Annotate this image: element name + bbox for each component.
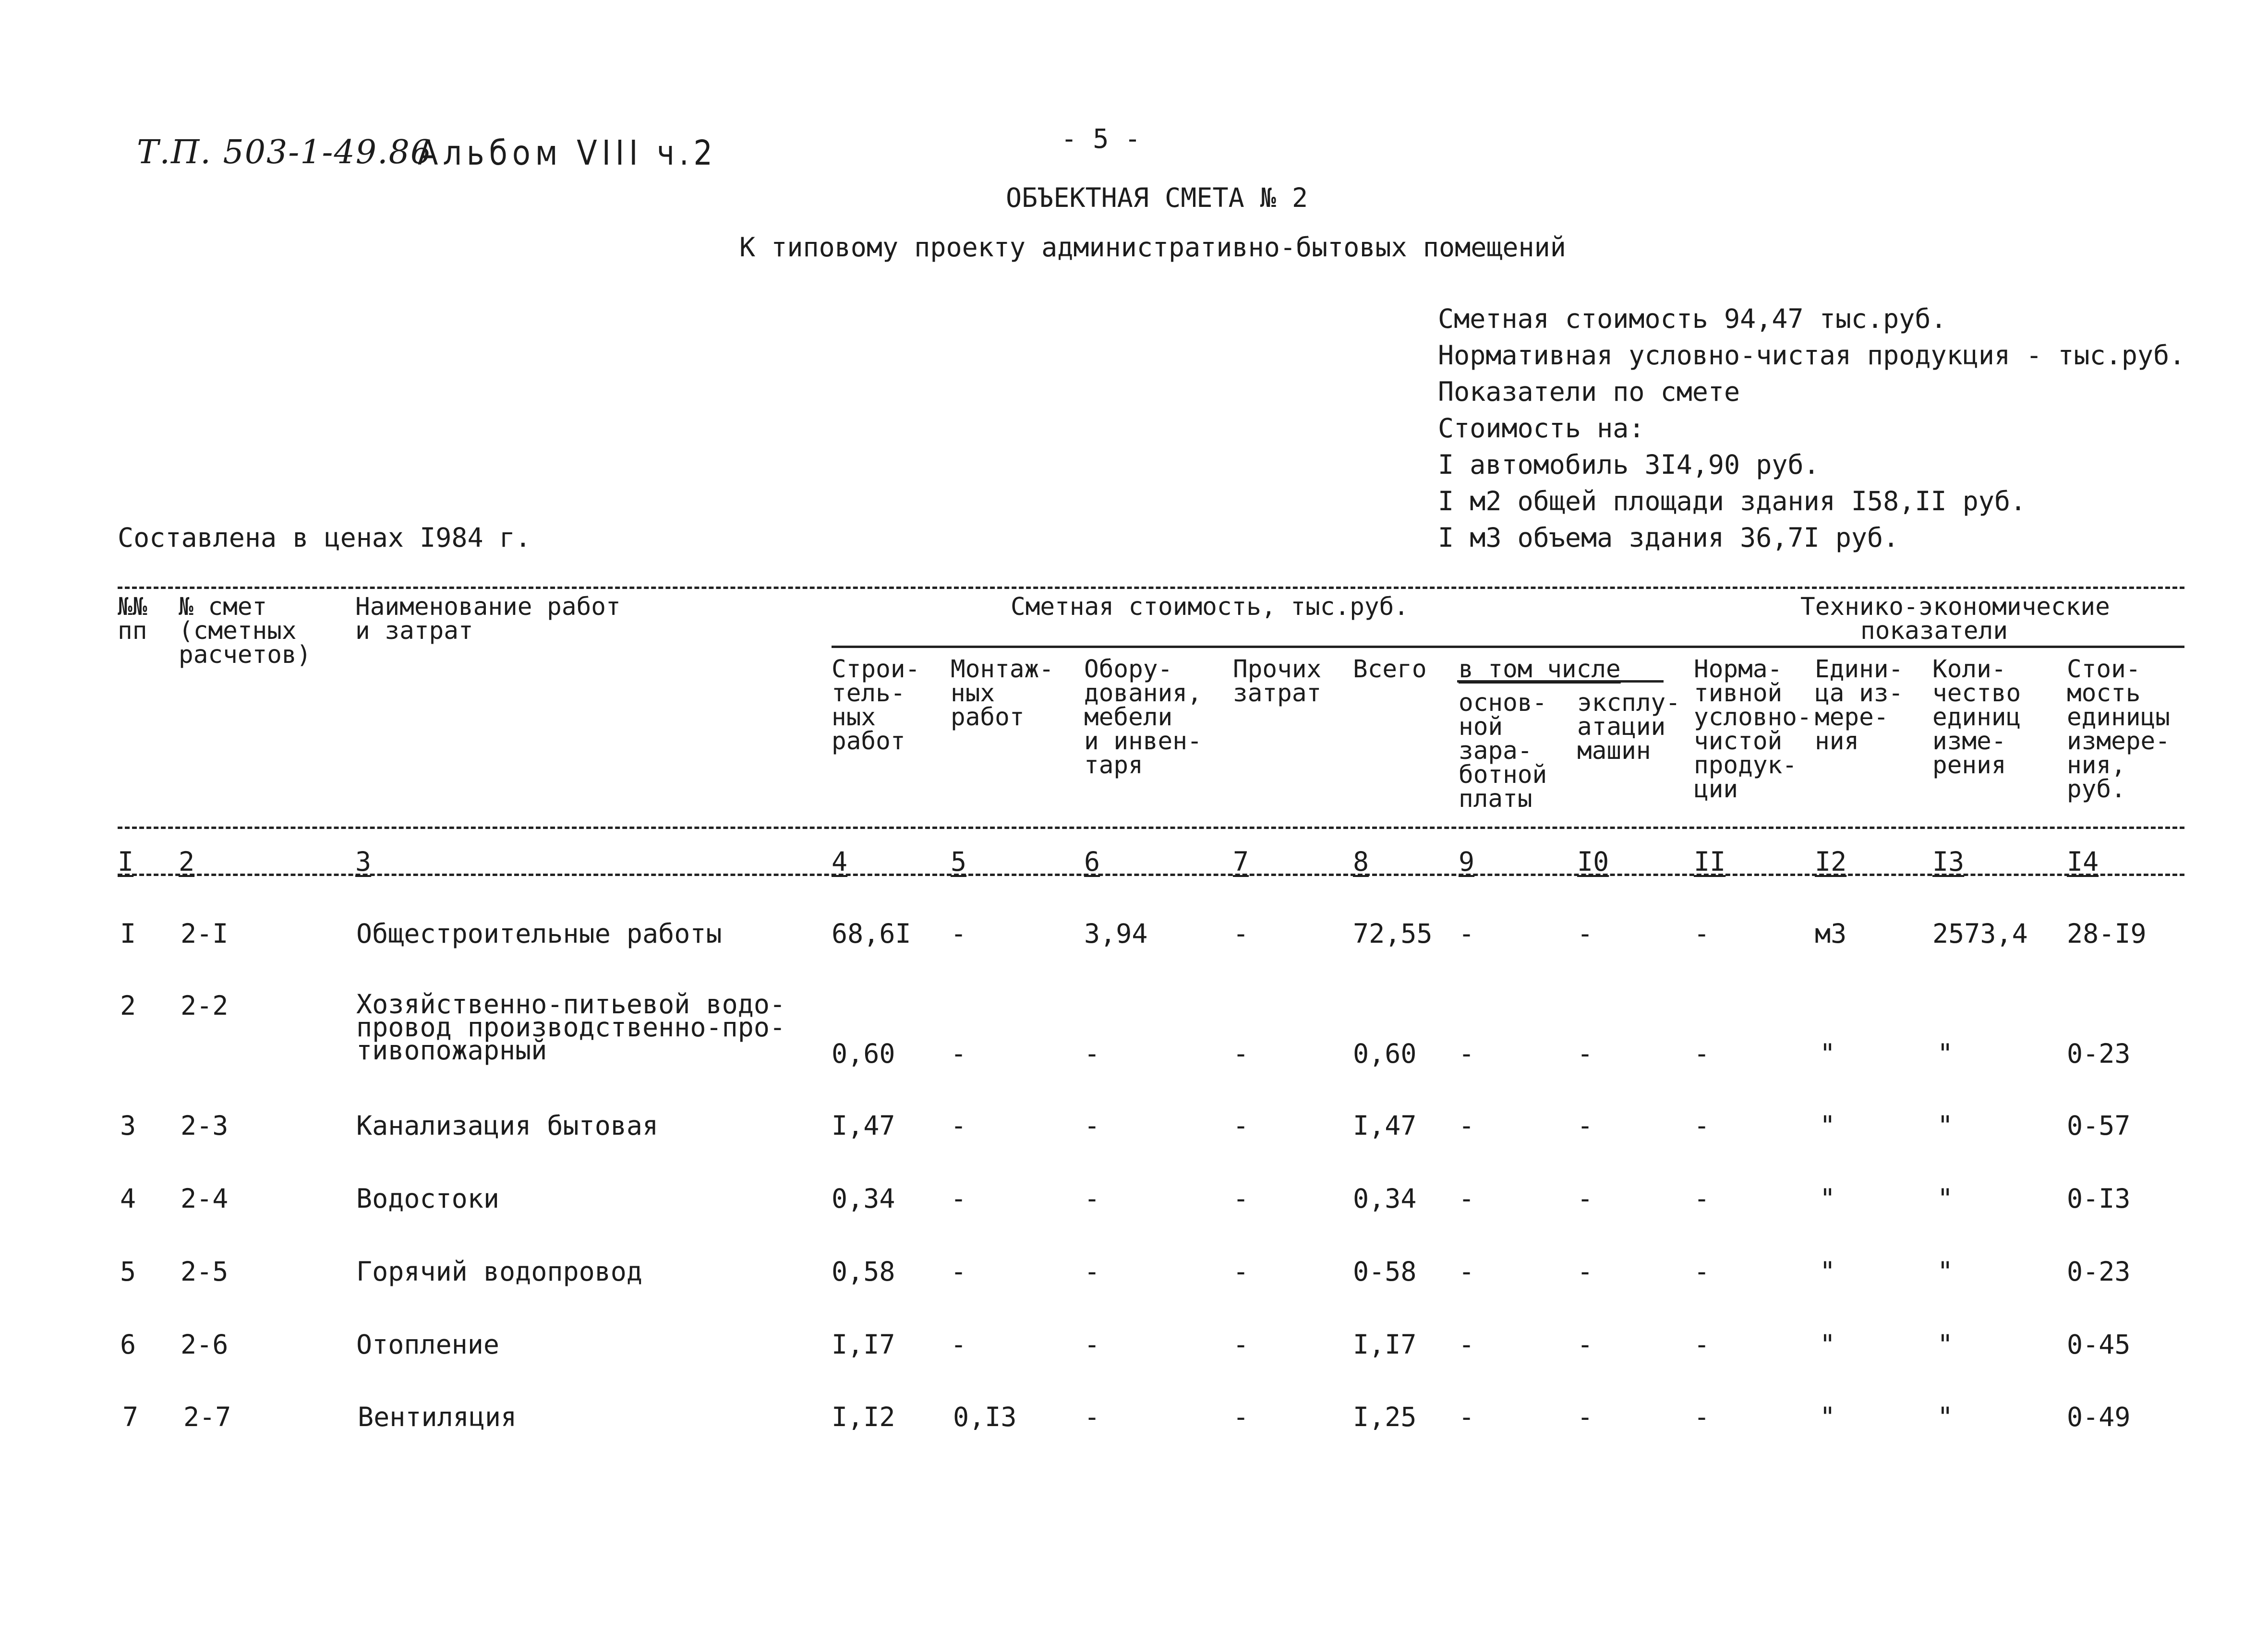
col-header-other: Прочих затрат <box>1233 655 1322 708</box>
row-quantity: 2573,4 <box>1932 918 2028 949</box>
row-quantity: " <box>1937 1183 1954 1214</box>
summary-cost: Сметная стоимость 94,47 тыс.руб. <box>1438 303 1947 334</box>
row-total: 72,55 <box>1353 918 1433 949</box>
row-construction: 0,60 <box>832 1038 895 1069</box>
group-header-cost: Сметная стоимость, тыс.руб. <box>1011 593 1409 621</box>
column-number: 6 <box>1084 846 1100 877</box>
row-equipment: - <box>1084 1329 1100 1360</box>
row-wages: - <box>1459 1183 1475 1214</box>
row-machines: - <box>1577 1038 1593 1069</box>
row-installation: - <box>951 1110 967 1141</box>
column-number: 3 <box>355 846 372 877</box>
row-estimate-code: 2-4 <box>181 1183 229 1214</box>
row-machines: - <box>1577 1183 1593 1214</box>
row-unit-cost: 0-I3 <box>2067 1183 2131 1214</box>
row-machines: - <box>1577 1402 1593 1432</box>
col-header-estimate: № смет (сметных расчетов) <box>179 593 312 669</box>
row-installation: - <box>951 918 967 949</box>
group-header-tech: Технико-экономические <box>1800 593 2110 621</box>
row-work-name: Водостоки <box>356 1183 500 1214</box>
row-number: 3 <box>120 1110 136 1141</box>
row-work-name: Вентиляция <box>358 1402 517 1432</box>
row-normative: - <box>1694 1110 1710 1141</box>
row-installation: 0,I3 <box>953 1402 1017 1432</box>
row-normative: - <box>1694 1402 1710 1432</box>
row-number: 2 <box>120 990 136 1021</box>
row-work-name: Канализация бытовая <box>356 1110 659 1141</box>
column-number: I3 <box>1932 846 1965 877</box>
row-equipment: - <box>1084 1183 1100 1214</box>
row-work-name: Горячий водопровод <box>356 1256 643 1287</box>
row-wages: - <box>1459 1038 1475 1069</box>
document-subtitle: К типовому проекту административно-бытовых помещений <box>739 232 1566 263</box>
row-other: - <box>1233 1110 1249 1141</box>
row-estimate-code: 2-5 <box>181 1256 229 1287</box>
table-top-rule <box>118 587 2184 589</box>
row-normative: - <box>1694 1256 1710 1287</box>
row-equipment: 3,94 <box>1084 918 1148 949</box>
row-normative: - <box>1694 1329 1710 1360</box>
row-equipment: - <box>1084 1038 1100 1069</box>
row-total: I,I7 <box>1353 1329 1417 1360</box>
row-quantity: " <box>1937 1329 1954 1360</box>
page-number: - 5 - <box>1061 123 1141 154</box>
row-unit: " <box>1820 1110 1836 1141</box>
col-header-equipment: Обору- дования, мебели и инвен- таря <box>1084 655 1202 780</box>
row-number: I <box>120 918 136 949</box>
row-unit: " <box>1820 1329 1836 1360</box>
summary-per-m3: I м3 объема здания 36,7I руб. <box>1438 522 1899 553</box>
col-header-construction: Строи- тель- ных работ <box>832 655 920 756</box>
row-installation: - <box>951 1038 967 1069</box>
group-header-tech-2: показатели <box>1860 617 2008 645</box>
row-number: 7 <box>122 1402 139 1432</box>
row-quantity: " <box>1937 1256 1954 1287</box>
row-work-name: Общестроительные работы <box>356 918 722 949</box>
row-normative: - <box>1694 1038 1710 1069</box>
row-unit: " <box>1820 1183 1836 1214</box>
row-other: - <box>1233 1183 1249 1214</box>
prices-note: Составлена в ценах I984 г. <box>118 522 531 553</box>
row-machines: - <box>1577 1329 1593 1360</box>
row-unit: " <box>1820 1256 1836 1287</box>
row-equipment: - <box>1084 1110 1100 1141</box>
header-bottom-rule <box>118 827 2184 829</box>
column-number: I4 <box>2067 846 2099 877</box>
col-header-machines: эксплу- атации машин <box>1577 689 1680 765</box>
column-number: 4 <box>832 846 848 877</box>
group-rule <box>832 646 2184 648</box>
row-wages: - <box>1459 1329 1475 1360</box>
row-machines: - <box>1577 918 1593 949</box>
summary-per-car: I автомобиль 3I4,90 руб. <box>1438 449 1820 480</box>
row-unit: " <box>1820 1402 1836 1432</box>
row-wages: - <box>1459 1256 1475 1287</box>
album-reference: Т.П. 503-1-49.86 <box>137 133 433 171</box>
row-work-name: Хозяйственно-питьевой водо- провод производственно-про- тивопожарный <box>356 989 786 1066</box>
row-wages: - <box>1459 1402 1475 1432</box>
row-construction: 0,58 <box>832 1256 895 1287</box>
row-estimate-code: 2-2 <box>181 990 229 1021</box>
row-machines: - <box>1577 1110 1593 1141</box>
summary-per-m2: I м2 общей площади здания I58,II руб. <box>1438 486 2027 516</box>
row-installation: - <box>951 1183 967 1214</box>
row-other: - <box>1233 1329 1249 1360</box>
row-construction: I,I7 <box>832 1329 895 1360</box>
row-estimate-code: 2-6 <box>181 1329 229 1360</box>
row-installation: - <box>951 1329 967 1360</box>
col-header-installation: Монтаж- ных работ <box>951 655 1054 732</box>
row-unit-cost: 0-23 <box>2067 1256 2131 1287</box>
col-header-total: Всего <box>1353 655 1427 684</box>
row-estimate-code: 2-I <box>181 918 229 949</box>
column-number: 2 <box>179 846 195 877</box>
row-total: 0-58 <box>1353 1256 1417 1287</box>
row-machines: - <box>1577 1256 1593 1287</box>
summary-cost-per: Стоимость на: <box>1438 413 1645 444</box>
row-equipment: - <box>1084 1256 1100 1287</box>
column-number: I2 <box>1815 846 1847 877</box>
subgroup-header: в том числе <box>1459 655 1621 684</box>
row-wages: - <box>1459 918 1475 949</box>
row-quantity: " <box>1937 1110 1954 1141</box>
row-construction: 0,34 <box>832 1183 895 1214</box>
row-unit-cost: 28-I9 <box>2067 918 2147 949</box>
row-estimate-code: 2-3 <box>181 1110 229 1141</box>
column-number: 7 <box>1233 846 1249 877</box>
row-construction: I,47 <box>832 1110 895 1141</box>
column-number: II <box>1694 846 1726 877</box>
row-work-name: Отопление <box>356 1329 500 1360</box>
row-number: 5 <box>120 1256 136 1287</box>
row-normative: - <box>1694 918 1710 949</box>
column-number: 9 <box>1459 846 1475 877</box>
row-unit-cost: 0-23 <box>2067 1038 2131 1069</box>
row-unit-cost: 0-49 <box>2067 1402 2131 1432</box>
row-total: 0,34 <box>1353 1183 1417 1214</box>
row-unit-cost: 0-45 <box>2067 1329 2131 1360</box>
col-header-wages: основ- ной зара- ботной платы <box>1459 689 1547 813</box>
col-header-name: Наименование работ и затрат <box>355 593 621 645</box>
row-normative: - <box>1694 1183 1710 1214</box>
row-equipment: - <box>1084 1402 1100 1432</box>
row-total: I,25 <box>1353 1402 1417 1432</box>
row-estimate-code: 2-7 <box>183 1402 231 1432</box>
column-number: 5 <box>951 846 967 877</box>
row-quantity: " <box>1937 1402 1954 1432</box>
col-header-normative: Норма- тивной условно- чистой продук- ции <box>1694 655 1812 804</box>
album-label: Альбом VIII ч.2 <box>418 132 717 173</box>
col-header-unit-cost: Стои- мость единицы измере- ния, руб. <box>2067 655 2170 804</box>
column-number: I0 <box>1577 846 1609 877</box>
col-header-number: №№ пп <box>118 593 147 645</box>
row-number: 6 <box>120 1329 136 1360</box>
row-installation: - <box>951 1256 967 1287</box>
col-header-unit: Едини- ца из- мере- ния <box>1815 655 1904 756</box>
summary-indicators: Показатели по смете <box>1438 376 1740 407</box>
summary-normative: Нормативная условно-чистая продукция - тыс.руб. <box>1438 340 2185 371</box>
row-unit: м3 <box>1815 918 1847 949</box>
row-total: I,47 <box>1353 1110 1417 1141</box>
row-wages: - <box>1459 1110 1475 1141</box>
row-other: - <box>1233 1038 1249 1069</box>
row-total: 0,60 <box>1353 1038 1417 1069</box>
numbers-rule <box>118 874 2184 876</box>
row-other: - <box>1233 1256 1249 1287</box>
row-other: - <box>1233 918 1249 949</box>
row-quantity: " <box>1937 1038 1954 1069</box>
row-unit-cost: 0-57 <box>2067 1110 2131 1141</box>
column-number: 8 <box>1353 846 1369 877</box>
document-title: ОБЪЕКТНАЯ СМЕТА № 2 <box>1006 182 1308 213</box>
row-number: 4 <box>120 1183 136 1214</box>
row-construction: I,I2 <box>832 1402 895 1432</box>
row-unit: " <box>1820 1038 1836 1069</box>
column-number: I <box>118 846 134 877</box>
col-header-quantity: Коли- чество единиц изме- рения <box>1932 655 2021 780</box>
row-construction: 68,6I <box>832 918 911 949</box>
row-other: - <box>1233 1402 1249 1432</box>
